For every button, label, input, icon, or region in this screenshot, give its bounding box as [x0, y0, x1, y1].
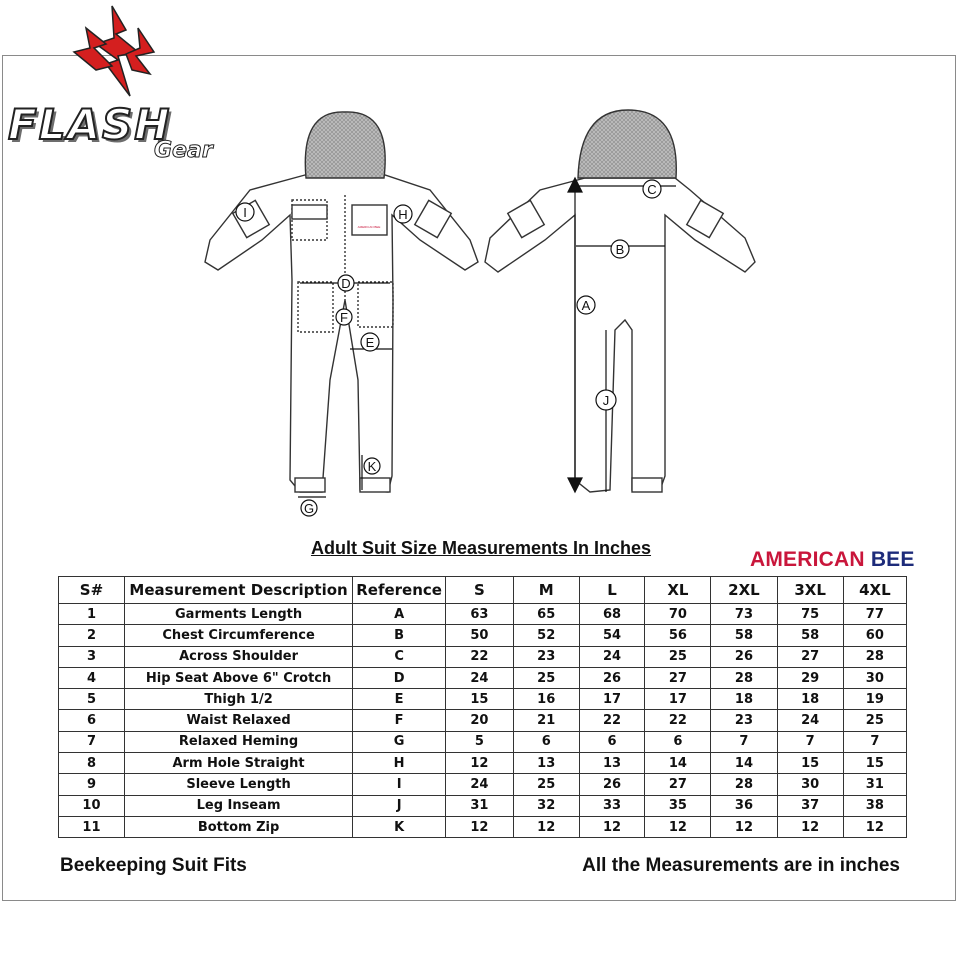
column-header: L — [579, 577, 645, 604]
table-header-row — [59, 577, 907, 604]
table-cell: Hip Seat Above 6" Crotch — [124, 667, 352, 688]
column-header: 2XL — [711, 577, 777, 604]
table-cell: J — [353, 795, 446, 816]
column-header: 3XL — [777, 577, 843, 604]
table-cell: 6 — [645, 731, 711, 752]
table-cell: 32 — [513, 795, 579, 816]
flash-bolt-icon — [66, 4, 158, 100]
table-cell: Relaxed Heming — [124, 731, 352, 752]
column-header: S — [446, 577, 514, 604]
table-cell: 27 — [777, 646, 843, 667]
label-k: K — [367, 459, 377, 474]
table-cell: K — [353, 816, 446, 837]
table-cell: 29 — [777, 667, 843, 688]
table-row — [59, 753, 907, 774]
table-cell: 24 — [446, 667, 514, 688]
table-cell: 60 — [843, 625, 906, 646]
column-header: S# — [59, 577, 125, 604]
label-d: D — [341, 276, 351, 291]
table-row — [59, 646, 907, 667]
table-cell: 37 — [777, 795, 843, 816]
table-cell: 22 — [446, 646, 514, 667]
table-cell: 23 — [711, 710, 777, 731]
table-cell: 24 — [446, 774, 514, 795]
table-cell: 26 — [711, 646, 777, 667]
table-cell: 15 — [843, 753, 906, 774]
table-cell: 63 — [446, 604, 514, 625]
table-cell: 70 — [645, 604, 711, 625]
label-g: G — [303, 501, 315, 516]
table-cell: 12 — [645, 816, 711, 837]
table-cell: 28 — [711, 774, 777, 795]
table-cell: 22 — [579, 710, 645, 731]
table-cell: Bottom Zip — [124, 816, 352, 837]
label-a: A — [581, 298, 591, 313]
table-cell: 75 — [777, 604, 843, 625]
table-cell: 17 — [579, 689, 645, 710]
table-cell: Waist Relaxed — [124, 710, 352, 731]
table-cell: 35 — [645, 795, 711, 816]
table-cell: 7 — [59, 731, 125, 752]
table-cell: 38 — [843, 795, 906, 816]
table-row — [59, 816, 907, 837]
table-cell: 12 — [843, 816, 906, 837]
table-cell: 28 — [711, 667, 777, 688]
table-cell: 19 — [843, 689, 906, 710]
logo-wordmark: FLASH — [8, 100, 172, 149]
column-header: XL — [645, 577, 711, 604]
table-cell: 7 — [777, 731, 843, 752]
table-row — [59, 604, 907, 625]
table-cell: 58 — [777, 625, 843, 646]
table-cell: E — [353, 689, 446, 710]
table-cell: 24 — [777, 710, 843, 731]
table-cell: 18 — [777, 689, 843, 710]
table-cell: 25 — [513, 774, 579, 795]
table-cell: 11 — [59, 816, 125, 837]
table-cell: 20 — [446, 710, 514, 731]
table-cell: 6 — [59, 710, 125, 731]
label-i: I — [243, 205, 247, 220]
column-header: 4XL — [843, 577, 906, 604]
label-b: B — [615, 242, 625, 257]
table-cell: 24 — [579, 646, 645, 667]
table-cell: 8 — [59, 753, 125, 774]
table-cell: Thigh 1/2 — [124, 689, 352, 710]
table-cell: 54 — [579, 625, 645, 646]
table-cell: 4 — [59, 667, 125, 688]
table-cell: 25 — [843, 710, 906, 731]
table-row — [59, 625, 907, 646]
table-cell: 12 — [711, 816, 777, 837]
footer-right-note: All the Measurements are in inches — [582, 855, 900, 876]
table-row — [59, 774, 907, 795]
label-j: J — [602, 393, 610, 408]
table-cell: 25 — [645, 646, 711, 667]
table-cell: 10 — [59, 795, 125, 816]
table-cell: 27 — [645, 667, 711, 688]
table-cell: 15 — [446, 689, 514, 710]
table-cell: D — [353, 667, 446, 688]
table-cell: 31 — [843, 774, 906, 795]
table-row — [59, 710, 907, 731]
table-cell: 12 — [446, 816, 514, 837]
table-cell: 56 — [645, 625, 711, 646]
table-cell: 31 — [446, 795, 514, 816]
table-cell: 5 — [59, 689, 125, 710]
back-suit-drawing — [485, 110, 755, 492]
table-cell: 2 — [59, 625, 125, 646]
label-e: E — [365, 335, 375, 350]
table-cell: 3 — [59, 646, 125, 667]
table-row — [59, 795, 907, 816]
table-cell: 73 — [711, 604, 777, 625]
table-cell: Chest Circumference — [124, 625, 352, 646]
brand-part2: BEE — [870, 548, 915, 571]
american-bee-brand — [750, 548, 915, 572]
table-row — [59, 667, 907, 688]
table-row — [59, 731, 907, 752]
table-cell: 23 — [513, 646, 579, 667]
label-f: F — [340, 310, 348, 325]
column-header: M — [513, 577, 579, 604]
table-cell: 77 — [843, 604, 906, 625]
table-cell: H — [353, 753, 446, 774]
footer-left-note: Beekeeping Suit Fits — [60, 855, 247, 876]
table-cell: 22 — [645, 710, 711, 731]
table-cell: 30 — [843, 667, 906, 688]
table-cell: 33 — [579, 795, 645, 816]
table-cell: 52 — [513, 625, 579, 646]
table-cell: Arm Hole Straight — [124, 753, 352, 774]
logo-subtext: Gear — [154, 138, 213, 163]
table-cell: 26 — [579, 667, 645, 688]
table-cell: C — [353, 646, 446, 667]
table-cell: 12 — [777, 816, 843, 837]
table-cell: 1 — [59, 604, 125, 625]
table-cell: I — [353, 774, 446, 795]
column-header: Reference — [353, 577, 446, 604]
table-cell: A — [353, 604, 446, 625]
size-measurements-table — [58, 576, 907, 838]
front-badge-text: AMERICAN BEE — [357, 225, 381, 229]
table-cell: 18 — [711, 689, 777, 710]
table-cell: 50 — [446, 625, 514, 646]
column-header: Measurement Description — [124, 577, 352, 604]
table-cell: 28 — [843, 646, 906, 667]
table-row — [59, 689, 907, 710]
table-cell: 27 — [645, 774, 711, 795]
table-cell: 15 — [777, 753, 843, 774]
table-cell: 30 — [777, 774, 843, 795]
table-cell: F — [353, 710, 446, 731]
table-cell: B — [353, 625, 446, 646]
table-cell: 17 — [645, 689, 711, 710]
table-cell: 65 — [513, 604, 579, 625]
table-cell: 14 — [711, 753, 777, 774]
table-cell: Across Shoulder — [124, 646, 352, 667]
table-cell: 12 — [513, 816, 579, 837]
brand-part1: AMERICAN — [750, 548, 865, 571]
table-cell: 21 — [513, 710, 579, 731]
suit-measurement-diagram — [190, 100, 770, 520]
table-cell: 26 — [579, 774, 645, 795]
table-cell: Garments Length — [124, 604, 352, 625]
table-cell: 6 — [513, 731, 579, 752]
table-cell: 12 — [579, 816, 645, 837]
table-cell: G — [353, 731, 446, 752]
table-cell: Sleeve Length — [124, 774, 352, 795]
table-cell: 5 — [446, 731, 514, 752]
table-cell: 16 — [513, 689, 579, 710]
table-cell: 36 — [711, 795, 777, 816]
label-c: C — [647, 182, 657, 197]
table-cell: 12 — [446, 753, 514, 774]
table-cell: 25 — [513, 667, 579, 688]
table-cell: 68 — [579, 604, 645, 625]
table-cell: 6 — [579, 731, 645, 752]
front-suit-drawing — [205, 112, 478, 492]
table-cell: 7 — [843, 731, 906, 752]
label-h: H — [398, 207, 408, 222]
table-cell: 7 — [711, 731, 777, 752]
page-title: Adult Suit Size Measurements In Inches — [310, 538, 652, 558]
table-cell: 9 — [59, 774, 125, 795]
table-cell: 14 — [645, 753, 711, 774]
table-cell: 58 — [711, 625, 777, 646]
table-cell: 13 — [579, 753, 645, 774]
table-cell: 13 — [513, 753, 579, 774]
table-cell: Leg Inseam — [124, 795, 352, 816]
